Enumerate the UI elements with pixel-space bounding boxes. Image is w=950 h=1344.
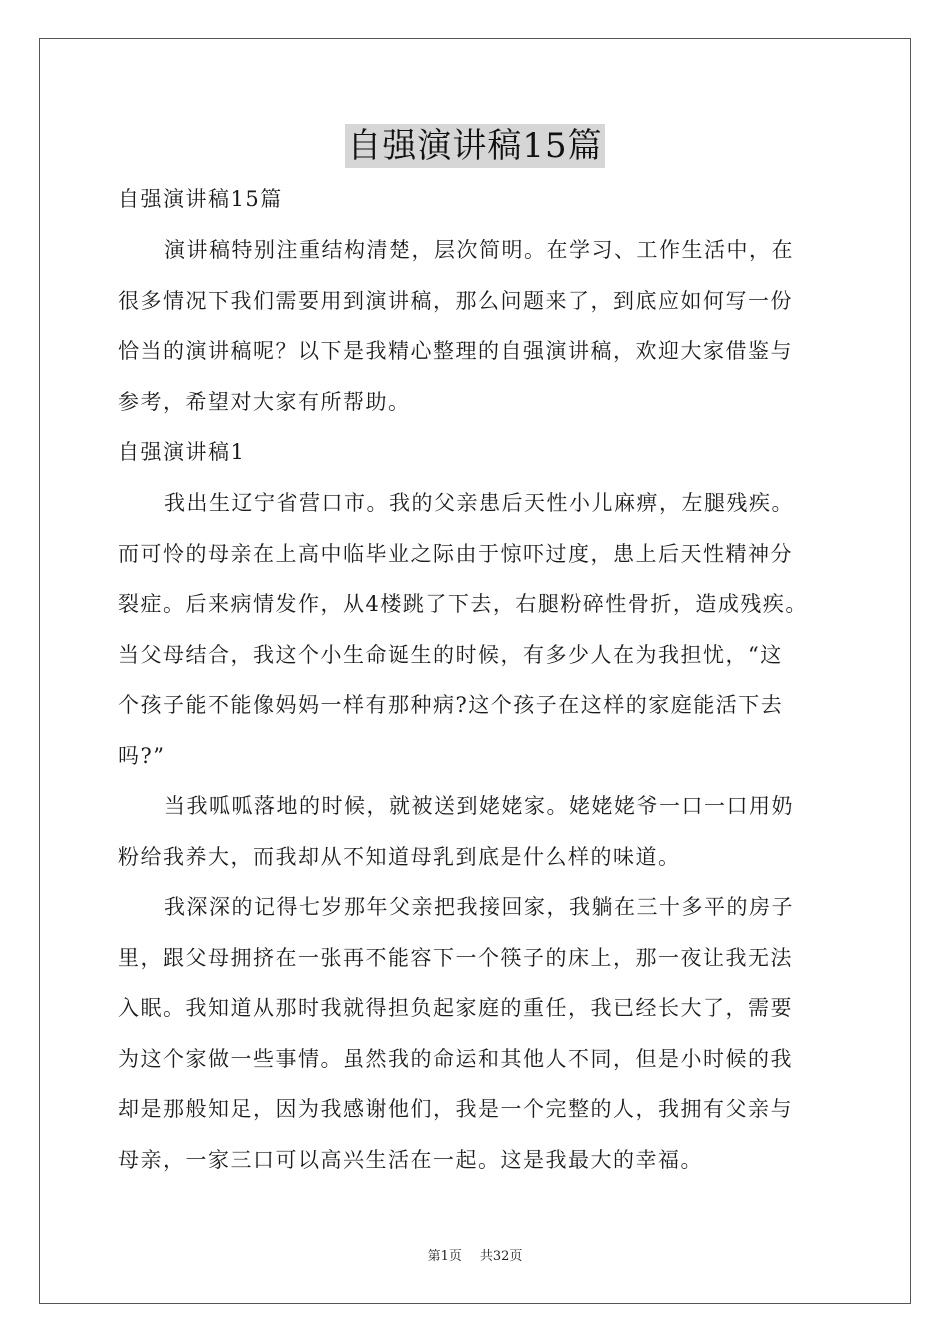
body-line: 自强演讲稿15篇 — [118, 187, 283, 211]
body-line: 却是那般知足，因为我感谢他们，我是一个完整的人，我拥有父亲与 — [118, 1097, 793, 1121]
body-line: 自强演讲稿1 — [118, 440, 246, 464]
body-line: 入眠。我知道从那时我就得担负起家庭的重任，我已经长大了，需要 — [118, 996, 793, 1020]
page-number: 第1页 — [427, 1249, 462, 1264]
body-line: 我出生辽宁省营口市。我的父亲患后天性小儿麻痹，左腿残疾。 — [164, 491, 794, 515]
body-line: 参考，希望对大家有所帮助。 — [118, 389, 411, 414]
page-footer — [0, 1245, 950, 1264]
body-line: 个孩子能不能像妈妈一样有那种病?这个孩子在这样的家庭能活下去 — [118, 693, 784, 717]
body-line: 里，跟父母拥挤在一张再不能容下一个筷子的床上，那一夜让我无法 — [118, 945, 793, 970]
body-line: 演讲稿特别注重结构清楚，层次简明。在学习、工作生活中，在 — [164, 238, 794, 262]
body-line: 当我呱呱落地的时候，就被送到姥姥家。姥姥姥爷一口一口用奶 — [164, 794, 794, 818]
body-line: 我深深的记得七岁那年父亲把我接回家，我躺在三十多平的房子 — [164, 895, 794, 919]
body-line: 粉给我养大，而我却从不知道母乳到底是什么样的味道。 — [118, 844, 681, 869]
document-body — [118, 180, 838, 1191]
page-total: 共32页 — [479, 1249, 523, 1264]
title-container — [0, 124, 950, 168]
body-line: 母亲，一家三口可以高兴生活在一起。这是我最大的幸福。 — [118, 1147, 703, 1172]
body-line: 为这个家做一些事情。虽然我的命运和其他人不同，但是小时候的我 — [118, 1046, 793, 1071]
body-line: 裂症。后来病情发作，从4楼跳了下去，右腿粉碎性骨折，造成残疾。 — [118, 592, 808, 616]
document-title: 自强演讲稿15篇 — [347, 126, 603, 166]
body-line: 恰当的演讲稿呢？以下是我精心整理的自强演讲稿，欢迎大家借鉴与 — [118, 339, 793, 363]
body-line: 吗?” — [118, 743, 166, 768]
body-line: 当父母结合，我这个小生命诞生的时候，有多少人在为我担忧，“这 — [118, 642, 783, 667]
body-line: 很多情况下我们需要用到演讲稿，那么问题来了，到底应如何写一份 — [118, 288, 793, 313]
body-line: 而可怜的母亲在上高中临毕业之际由于惊吓过度，患上后天性精神分 — [118, 541, 793, 566]
